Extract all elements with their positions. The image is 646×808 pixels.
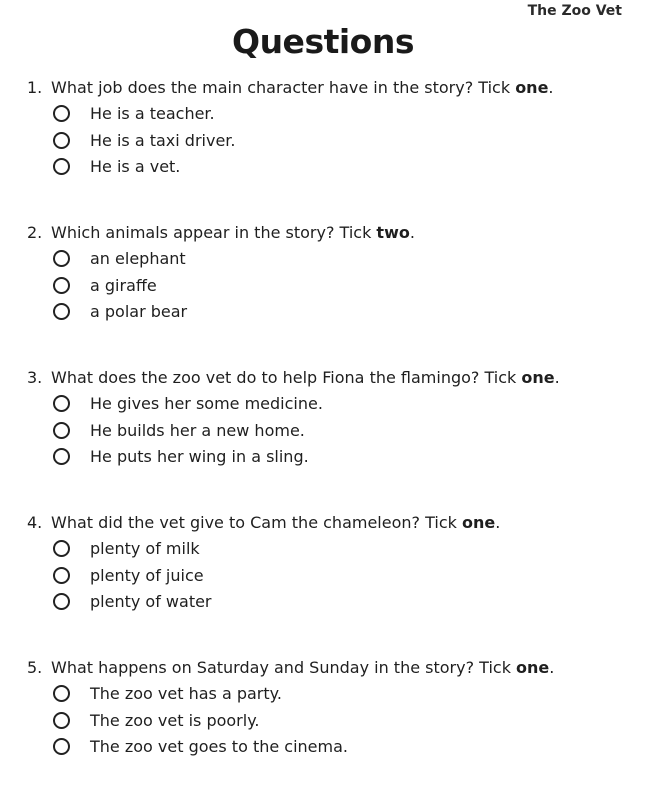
question-emphasis: one — [461, 513, 496, 532]
radio-circle-icon[interactable] — [53, 132, 70, 149]
option-label: plenty of juice — [90, 565, 204, 585]
radio-circle-icon[interactable] — [53, 448, 70, 465]
question-number: 2. — [27, 223, 43, 242]
option-label: plenty of milk — [90, 539, 200, 558]
question-number: 5. — [27, 658, 43, 677]
option-label: The zoo vet is poorly. — [90, 710, 260, 730]
option-label: plenty of water — [90, 592, 212, 611]
option-label: He builds her a new home. — [90, 420, 305, 440]
radio-circle-icon[interactable] — [53, 303, 70, 320]
option-label: The zoo vet goes to the cinema. — [90, 737, 348, 756]
question-emphasis: one — [516, 658, 550, 677]
question-suffix: . — [409, 223, 415, 242]
option-label: a polar bear — [90, 302, 188, 321]
question-3 — [27, 368, 627, 466]
question-4 — [27, 513, 627, 611]
question-prompt: What did the vet give to Cam the chameleon? Tick — [51, 513, 462, 532]
question-text — [27, 658, 627, 678]
question-text — [27, 78, 627, 98]
radio-circle-icon[interactable] — [53, 712, 70, 729]
radio-circle-icon[interactable] — [53, 422, 70, 439]
option-label: He is a teacher. — [90, 104, 215, 123]
option-label: He is a taxi driver. — [90, 130, 236, 150]
question-prompt: Which animals appear in the story? Tick — [51, 223, 377, 242]
question-prompt: What job does the main character have in the story? Tick — [51, 78, 516, 97]
radio-circle-icon[interactable] — [53, 567, 70, 584]
option-label: He gives her some medicine. — [90, 394, 323, 413]
question-emphasis: two — [376, 223, 410, 242]
option-label: He puts her wing in a sling. — [90, 447, 309, 466]
radio-circle-icon[interactable] — [53, 395, 70, 412]
question-5 — [27, 658, 627, 756]
question-text — [27, 368, 627, 388]
option-label: a giraffe — [90, 275, 157, 295]
page-title: Questions — [232, 22, 414, 61]
question-number: 3. — [27, 368, 43, 387]
question-emphasis: one — [521, 368, 555, 387]
question-2 — [27, 223, 627, 321]
question-suffix: . — [549, 658, 555, 677]
radio-circle-icon[interactable] — [53, 277, 70, 294]
question-suffix: . — [554, 368, 560, 387]
radio-circle-icon[interactable] — [53, 685, 70, 702]
question-text — [27, 513, 627, 533]
question-prompt: What does the zoo vet do to help Fiona the flamingo? Tick — [51, 368, 522, 387]
radio-circle-icon[interactable] — [53, 250, 70, 267]
header-title: The Zoo Vet — [527, 3, 622, 19]
question-number: 1. — [27, 78, 43, 97]
option-label: an elephant — [90, 249, 186, 268]
question-1 — [27, 78, 627, 176]
question-number: 4. — [27, 513, 43, 532]
question-suffix: . — [495, 513, 501, 532]
radio-circle-icon[interactable] — [53, 738, 70, 755]
radio-circle-icon[interactable] — [53, 540, 70, 557]
question-prompt: What happens on Saturday and Sunday in the story? Tick — [51, 658, 517, 677]
question-text — [27, 223, 627, 243]
radio-circle-icon[interactable] — [53, 593, 70, 610]
option-label: He is a vet. — [90, 157, 181, 176]
radio-circle-icon[interactable] — [53, 105, 70, 122]
radio-circle-icon[interactable] — [53, 158, 70, 175]
question-emphasis: one — [515, 78, 549, 97]
option-label: The zoo vet has a party. — [90, 684, 282, 703]
question-suffix: . — [548, 78, 554, 97]
